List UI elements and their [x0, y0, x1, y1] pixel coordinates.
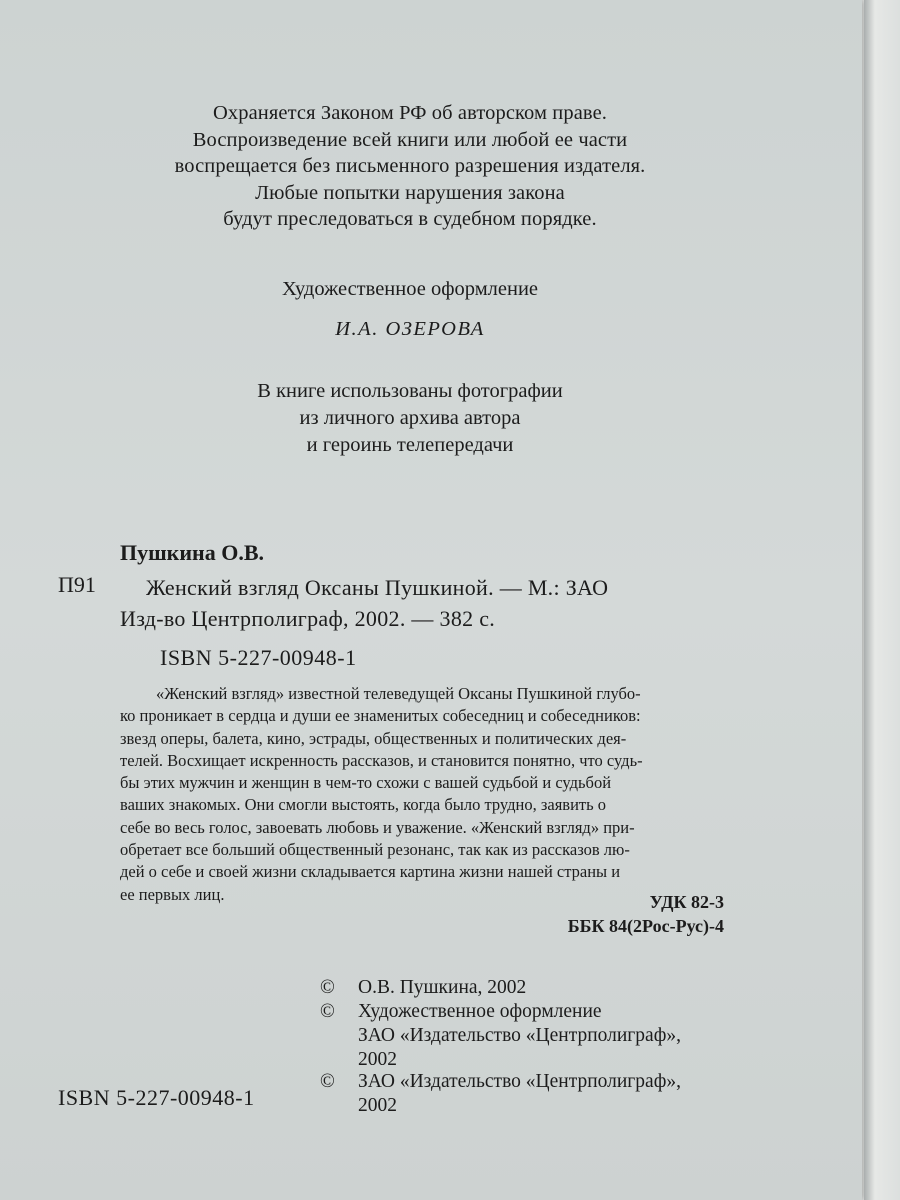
notice-line: Любые попытки нарушения закона — [255, 181, 565, 204]
notice-line: будут преследоваться в судебном порядке. — [223, 208, 597, 230]
design-label: Художественное оформление — [281, 278, 539, 300]
annotation-line: ваших знакомых. Они смогли выстоять, когда было трудно, заявить о — [120, 795, 607, 815]
photos-line: В книге использованы фотографии — [257, 380, 563, 402]
isbn-bottom: ISBN 5-227-00948-1 — [58, 1085, 255, 1110]
udk-code: УДК 82-3 — [649, 892, 724, 912]
annotation-line: ее первых лиц. — [120, 884, 225, 904]
annotation-line: звезд оперы, балета, кино, эстрады, общественных и политических дея- — [120, 728, 627, 748]
annotation-line: телей. Восхищает искренность рассказов, и становится понятно, что судь- — [120, 750, 643, 770]
copyright-symbol: © — [320, 977, 335, 998]
annotation-line: «Женский взгляд» известной телеведущей Оксаны Пушкиной глубо- — [156, 684, 641, 703]
designer-name: И.А. ОЗЕРОВА — [335, 318, 485, 340]
annotation-line: бы этих мужчин и женщин в чем-то схожи с вашей судьбой и судьбой — [120, 773, 612, 793]
show-through-mark: ​ — [689, 103, 711, 258]
photos-note — [0, 378, 820, 459]
next-page-edge — [864, 0, 900, 1200]
annotation-line: себе во весь голос, завоевать любовь и уважение. «Женский взгляд» при- — [120, 817, 635, 837]
bib-line: Изд-во Центрполиграф, 2002. — 382 с. — [120, 606, 496, 631]
copyright-text: ЗАО «Издательство «Центрполиграф», — [358, 1071, 681, 1092]
copyright-text: ЗАО «Издательство «Центрполиграф», — [358, 1025, 681, 1046]
notice-line: воспрещается без письменного разрешения издателя. — [174, 155, 646, 177]
copyright-text: 2002 — [358, 1049, 397, 1070]
copyright-notice — [0, 100, 820, 233]
annotation-line: обретает все больший общественный резонанс, так как из рассказов лю- — [120, 840, 630, 860]
copyright-text: Художественное оформление — [358, 1001, 602, 1022]
bbk-code: ББК 84(2Рос-Рус)-4 — [567, 916, 724, 936]
copyright-symbol: © — [320, 1071, 335, 1092]
catalog-author: Пушкина О.В. — [120, 540, 264, 565]
copyright-text: 2002 — [358, 1095, 397, 1116]
catalog-code: П91 — [58, 572, 96, 597]
catalog-isbn: ISBN 5-227-00948-1 — [160, 645, 357, 670]
copyright-symbol: © — [320, 1001, 335, 1022]
copyright-author — [320, 976, 526, 1000]
copyright-design — [320, 1000, 681, 1072]
bibliographic-entry — [120, 572, 780, 634]
photos-line: из личного архива автора — [299, 407, 521, 429]
copyright-text: О.В. Пушкина, 2002 — [358, 977, 527, 998]
notice-line: Охраняется Законом РФ об авторском праве. — [212, 102, 608, 124]
annotation-line: дей о себе и своей жизни складывается картина жизни нашей страны и — [120, 862, 621, 882]
annotation-line: ко проникает в сердца и души ее знаменитых собеседниц и собеседников: — [120, 706, 641, 726]
photos-line: и героинь телепередачи — [306, 434, 514, 456]
bib-line: Женский взгляд Оксаны Пушкиной. — М.: ЗАО — [146, 575, 609, 600]
copyright-publisher — [320, 1070, 681, 1118]
annotation — [120, 683, 760, 906]
notice-line: Воспроизведение всей книги или любой ее части — [192, 128, 628, 151]
